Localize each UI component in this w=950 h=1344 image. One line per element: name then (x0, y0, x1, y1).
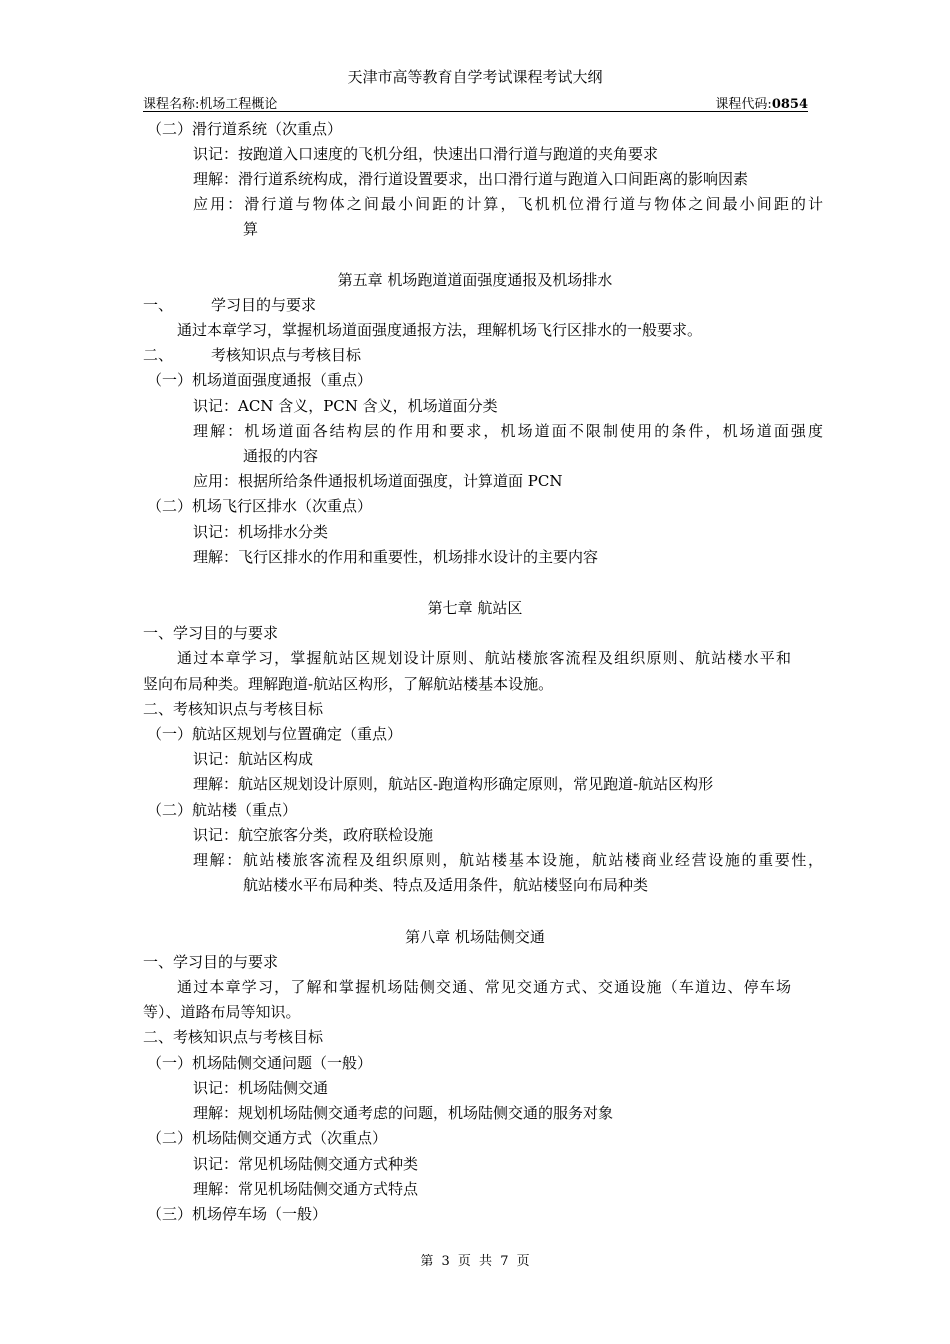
understand-item: 理解：规划机场陆侧交通考虑的问题，机场陆侧交通的服务对象 (193, 1104, 614, 1122)
memorize-item: 识记：ACN 含义，PCN 含义，机场道面分类 (193, 397, 498, 415)
subsection-heading: 二、考核知识点与考核目标 (143, 700, 324, 718)
document-title: 天津市高等教育自学考试课程考试大纲 (347, 68, 603, 86)
subsection-number: 二、 (143, 346, 174, 364)
paragraph-line: 通过本章学习，掌握航站区规划设计原则、航站楼旅客流程及组织原则、航站楼水平和 (177, 649, 791, 667)
chapter-heading: 第七章 航站区 (427, 599, 523, 617)
memorize-item: 识记：航站区构成 (193, 750, 314, 768)
memorize-item: 识记：按跑道入口速度的飞机分组，快速出口滑行道与跑道的夹角要求 (193, 145, 659, 163)
understand-item: 理解：航站区规划设计原则，航站区-跑道构形确定原则，常见跑道-航站区构形 (193, 775, 714, 793)
section-heading: （三）机场停车场（一般） (147, 1205, 328, 1223)
course-code-value: 0854 (771, 97, 808, 112)
paragraph-line: 通过本章学习，掌握机场道面强度通报方法，理解机场飞行区排水的一般要求。 (177, 321, 703, 339)
section-heading: （一）机场道面强度通报（重点） (147, 371, 373, 389)
subsection-number: 一、 (143, 296, 174, 314)
course-code-label: 课程代码: (715, 97, 772, 112)
apply-item-continued: 算 (243, 220, 259, 238)
subsection-heading: 二、考核知识点与考核目标 (143, 1028, 324, 1046)
understand-item: 理解：常见机场陆侧交通方式特点 (193, 1180, 419, 1198)
understand-item: 理解：滑行道系统构成，滑行道设置要求，出口滑行道与跑道入口间距离的影响因素 (193, 170, 749, 188)
course-name-label: 课程名称: (143, 97, 200, 112)
paragraph-line: 竖向布局种类。理解跑道-航站区构形，了解航站楼基本设施。 (143, 675, 554, 693)
section-heading: （二）滑行道系统（次重点） (147, 120, 343, 138)
paragraph-line: 等）、道路布局等知识。 (143, 1003, 301, 1021)
subsection-heading: 一、学习目的与要求 (143, 624, 279, 642)
understand-item-continued: 航站楼水平布局种类、特点及适用条件，航站楼竖向布局种类 (243, 876, 649, 894)
course-name-value: 机场工程概论 (199, 97, 278, 112)
paragraph-line: 通过本章学习，了解和掌握机场陆侧交通、常见交通方式、交通设施（车道边、停车场 (177, 978, 791, 996)
apply-item: 应用：滑行道与物体之间最小间距的计算，飞机机位滑行道与物体之间最小间距的计 (193, 195, 823, 213)
course-name-field (143, 93, 277, 112)
section-heading: （二）机场陆侧交通方式（次重点） (147, 1129, 388, 1147)
understand-item: 理解：航站楼旅客流程及组织原则，航站楼基本设施，航站楼商业经营设施的重要性， (193, 851, 823, 869)
course-code-field (715, 93, 808, 112)
memorize-item: 识记：航空旅客分类，政府联检设施 (193, 826, 434, 844)
subsection-heading: 考核知识点与考核目标 (211, 346, 362, 364)
memorize-item: 识记：机场陆侧交通 (193, 1079, 329, 1097)
chapter-heading: 第八章 机场陆侧交通 (405, 928, 545, 946)
understand-item-continued: 通报的内容 (243, 447, 319, 465)
section-heading: （一）机场陆侧交通问题（一般） (147, 1054, 373, 1072)
page-number: 第 3 页 共 7 页 (420, 1254, 530, 1269)
memorize-item: 识记：常见机场陆侧交通方式种类 (193, 1155, 419, 1173)
understand-item: 理解：机场道面各结构层的作用和要求，机场道面不限制使用的条件，机场道面强度 (193, 422, 823, 440)
header-row (143, 91, 808, 112)
memorize-item: 识记：机场排水分类 (193, 523, 329, 541)
understand-item: 理解：飞行区排水的作用和重要性，机场排水设计的主要内容 (193, 548, 599, 566)
section-heading: （二）航站楼（重点） (147, 801, 298, 819)
section-heading: （一）航站区规划与位置确定（重点） (147, 725, 403, 743)
apply-item: 应用：根据所给条件通报机场道面强度，计算道面 PCN (193, 472, 563, 490)
subsection-heading: 一、学习目的与要求 (143, 953, 279, 971)
section-heading: （二）机场飞行区排水（次重点） (147, 497, 373, 515)
chapter-heading: 第五章 机场跑道道面强度通报及机场排水 (337, 271, 613, 289)
subsection-heading: 学习目的与要求 (211, 296, 317, 314)
